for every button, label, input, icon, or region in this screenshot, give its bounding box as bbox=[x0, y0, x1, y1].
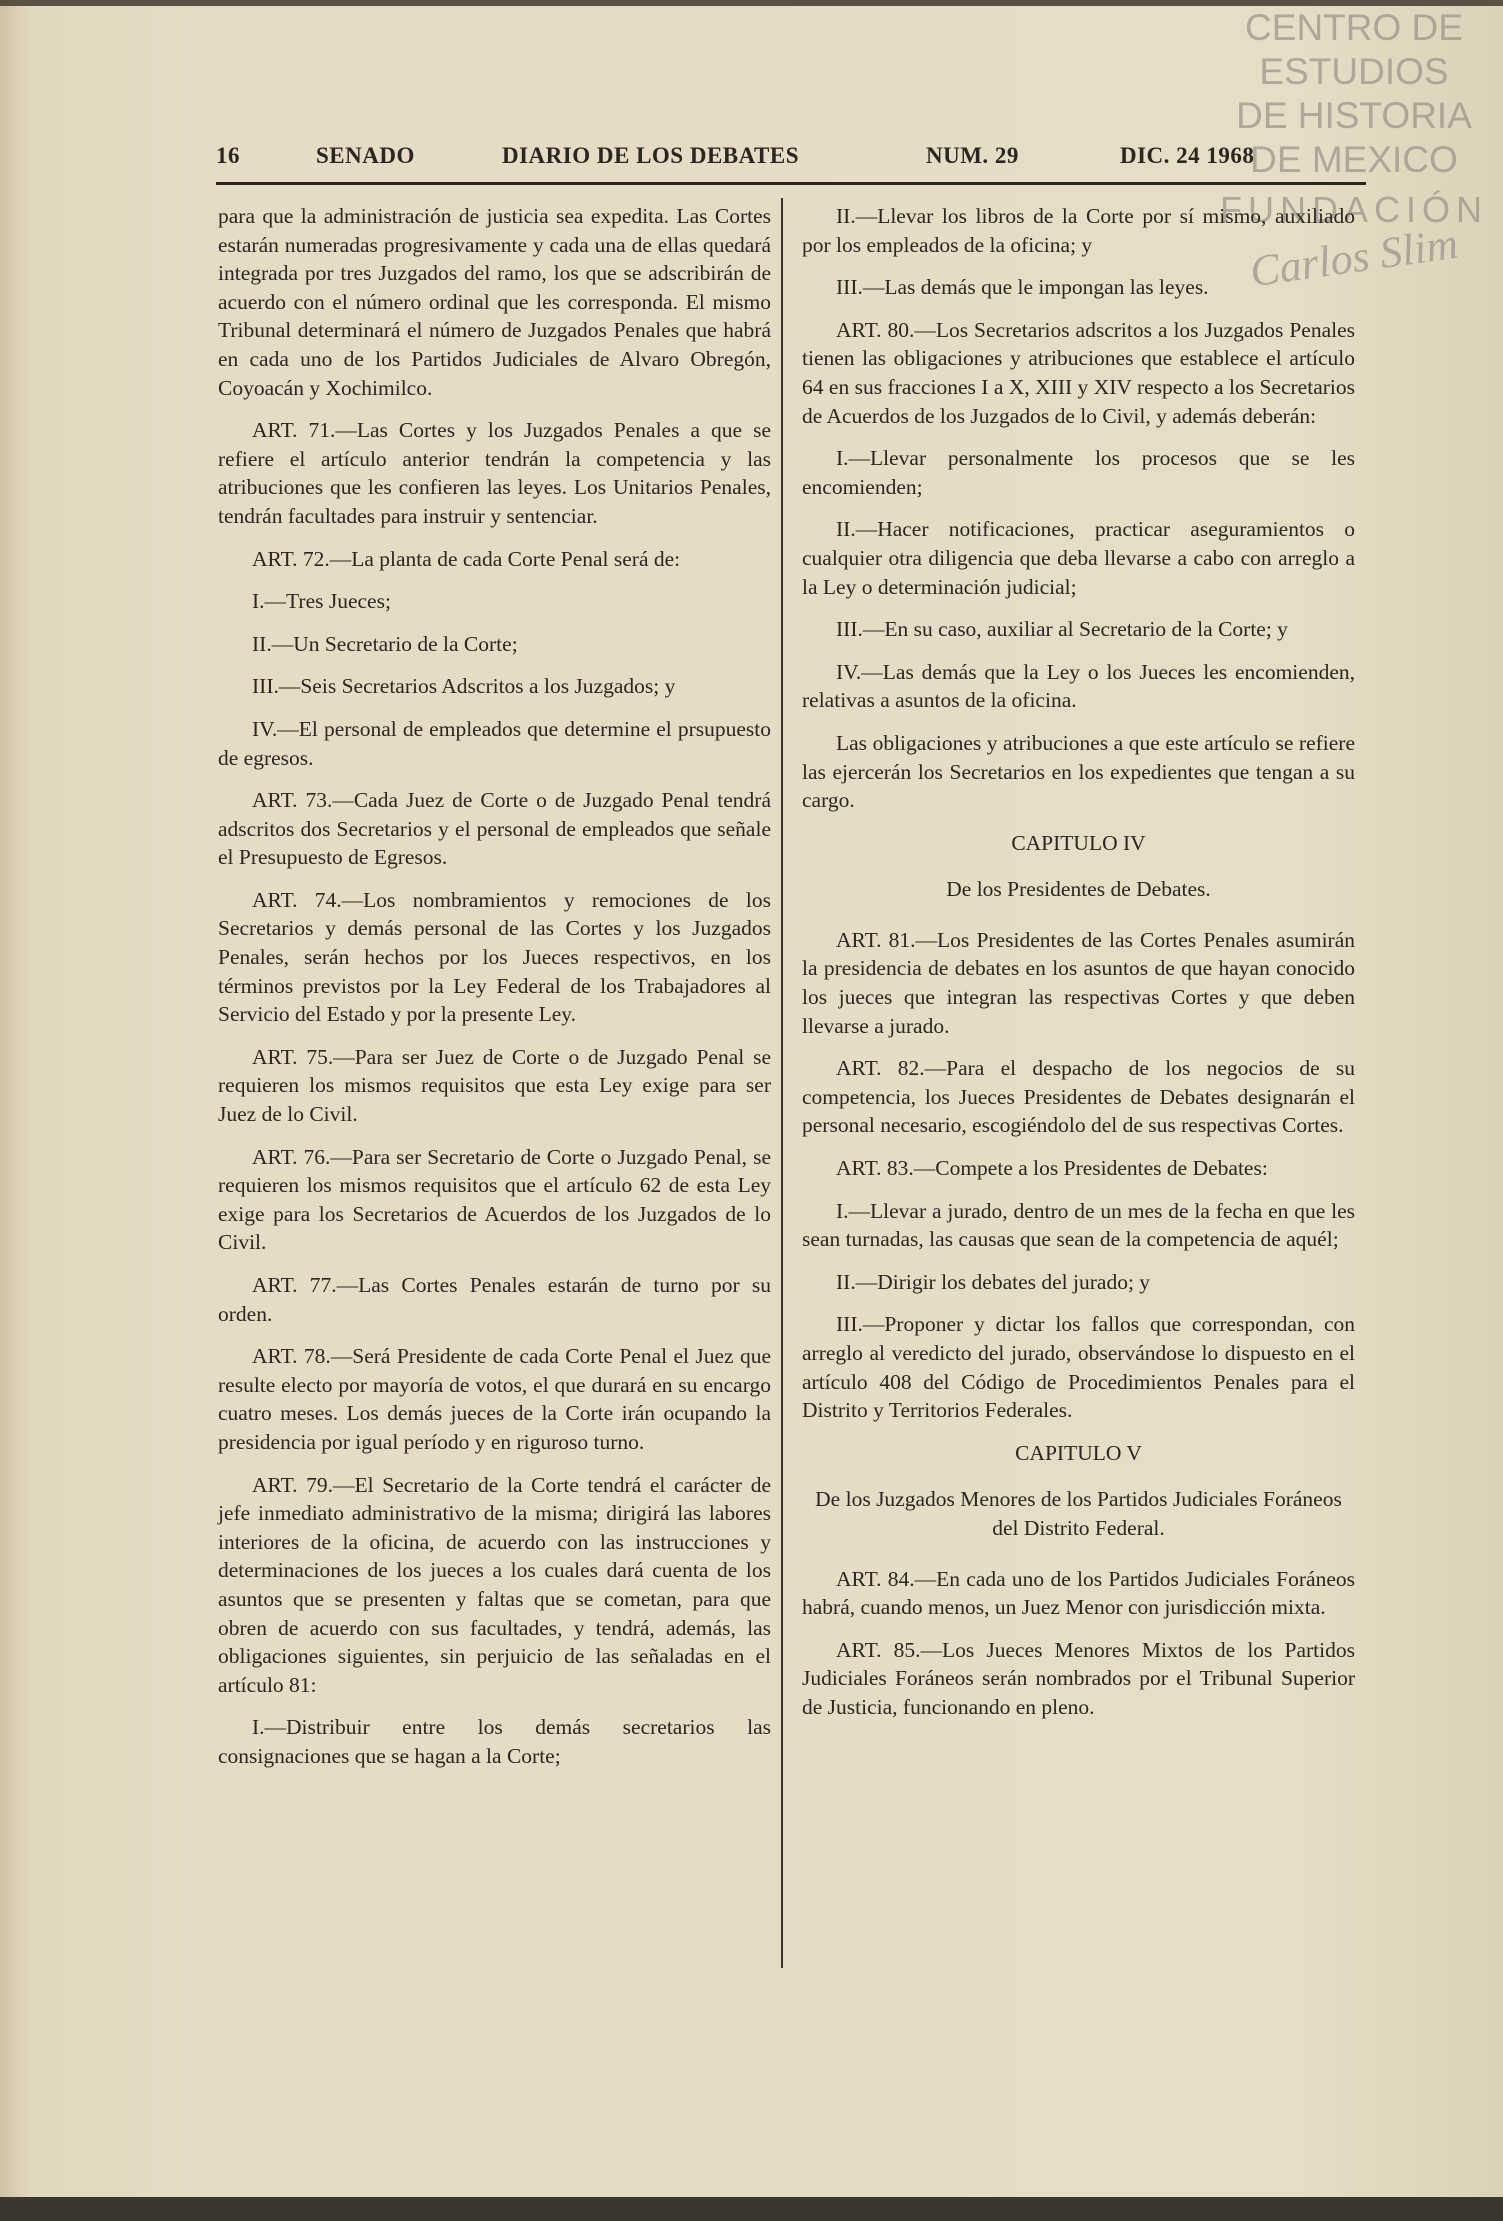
fraction-item: II.—Un Secretario de la Corte; bbox=[252, 631, 518, 656]
header-date: DIC. 24 1968 bbox=[1120, 143, 1255, 168]
article-paragraph: ART. 73.—Cada Juez de Corte o de Juzgado Penal tendrá adscritos dos Secretarios y el personal de empleados que señale el Presupuesto de Egresos. bbox=[218, 788, 771, 870]
header-number: NUM. 29 bbox=[926, 143, 1019, 168]
watermark-line: CENTRO DE bbox=[1245, 7, 1463, 48]
fraction-item: III.—Proponer y dictar los fallos que correspondan, con arreglo al veredicto del jurado, observándose lo dispuesto en el artículo 408 del Código de Procedimientos Penales para el Distrito y Territorios Federales. bbox=[802, 1312, 1355, 1423]
article-paragraph: ART. 76.—Para ser Secretario de Corte o Juzgado Penal, se requieren los mismos requisitos que el artículo 62 de esta Ley exige para los Secretarios de Acuerdos de los Juzgados de lo Civil. bbox=[218, 1144, 771, 1255]
fraction-item: III.—Seis Secretarios Adscritos a los Juzgados; y bbox=[252, 674, 676, 699]
chapter-heading: CAPITULO V bbox=[1015, 1440, 1142, 1465]
fraction-item: II.—Llevar los libros de la Corte por sí mismo, auxiliado por los empleados de la oficina; y bbox=[802, 204, 1355, 257]
running-header bbox=[216, 143, 1366, 173]
fraction-item: II.—Dirigir los debates del jurado; y bbox=[836, 1269, 1151, 1294]
article-paragraph: ART. 81.—Los Presidentes de las Cortes Penales asumirán la presidencia de debates en los asuntos de que hayan conocido los jueces que integran las respectivas Cortes y que deben llevarse a jurado. bbox=[802, 927, 1355, 1038]
chapter-subtitle: De los Juzgados Menores de los Partidos Judiciales Foráneos del Distrito Federal. bbox=[815, 1487, 1342, 1540]
article-paragraph: ART. 77.—Las Cortes Penales estarán de turno por su orden. bbox=[218, 1273, 771, 1326]
fraction-item: III.—En su caso, auxiliar al Secretario de la Corte; y bbox=[836, 617, 1288, 642]
fraction-item: IV.—Las demás que la Ley o los Jueces les encomienden, relativas a asuntos de la oficina. bbox=[802, 659, 1355, 713]
chapter-heading: CAPITULO IV bbox=[1011, 830, 1146, 855]
article-paragraph: ART. 72.—La planta de cada Corte Penal será de: bbox=[252, 546, 681, 571]
article-paragraph: ART. 71.—Las Cortes y los Juzgados Penales a que se refiere el artículo anterior tendrán la competencia y las atribuciones que les confieren las leyes. Los Unitarios Penales, tendrán facultades para instruir y sentenciar. bbox=[218, 418, 771, 528]
article-paragraph: ART. 85.—Los Jueces Menores Mixtos de los Partidos Judiciales Foráneos serán nombrados por el Tribunal Superior de Justicia, funcionando en pleno. bbox=[802, 1637, 1355, 1719]
watermark-line: DE MEXICO bbox=[1250, 139, 1458, 180]
watermark-foundation: FUNDACIÓN bbox=[1220, 189, 1488, 230]
left-column bbox=[218, 202, 771, 1785]
fraction-item: IV.—El personal de empleados que determine el prsupuesto de egresos. bbox=[218, 716, 771, 770]
article-paragraph: ART. 74.—Los nombramientos y remociones de los Secretarios y demás personal de las Cortes y los Juzgados Penales, serán hechos por los Jueces respectivos, en los términos previstos por la Ley Federal de los Trabajadores al Servicio del Estado y por la presente Ley. bbox=[218, 887, 771, 1027]
scan-edge-bottom bbox=[0, 2197, 1503, 2221]
header-publication: DIARIO DE LOS DEBATES bbox=[502, 143, 800, 168]
chapter-subtitle: De los Presidentes de Debates. bbox=[946, 877, 1211, 902]
article-paragraph: ART. 83.—Compete a los Presidentes de Debates: bbox=[836, 1156, 1268, 1181]
paragraph: para que la administración de justicia sea expedita. Las Cortes estarán numeradas progresivamente y cada una de ellas quedará integrada por tres Juzgados del ramo, los que se adscribirán de acuerdo con el número ordinal que les corresponda. El mismo Tribunal determinará el número de Juzgados Penales que habrá en cada uno de los Partidos Judiciales de Alvaro Obregón, Coyoacán y Xochimilco. bbox=[218, 204, 771, 400]
header-rule bbox=[216, 182, 1366, 185]
fraction-item: I.—Llevar a jurado, dentro de un mes de la fecha en que les sean turnadas, las causas que sean de la competencia de aquél; bbox=[802, 1198, 1355, 1252]
fraction-item: I.—Tres Jueces; bbox=[252, 589, 391, 614]
right-column bbox=[802, 202, 1355, 1736]
watermark-signature: Carlos Slim bbox=[1247, 218, 1461, 297]
article-paragraph: ART. 79.—El Secretario de la Corte tendrá el carácter de jefe inmediato administrativo de la misma; dirigirá las labores interiores de la oficina, de acuerdo con las instrucciones y determinaciones de los jueces a los cuales dará cuenta de los asuntos que se presenten y faltas que se cometan, para que obren de acuerdo con sus facultades, y tendrá, además, las obligaciones siguientes, sin perjuicio de las señaladas en el artículo 81: bbox=[218, 1472, 771, 1697]
page-number: 16 bbox=[216, 143, 240, 168]
column-divider bbox=[781, 198, 783, 1968]
watermark-line: DE HISTORIA bbox=[1236, 95, 1472, 136]
fraction-item: I.—Distribuir entre los demás secretarios las consignaciones que se hagan a la Corte; bbox=[218, 1715, 771, 1768]
header-chamber: SENADO bbox=[316, 143, 415, 168]
article-paragraph: ART. 82.—Para el despacho de los negocios de su competencia, los Jueces Presidentes de Debates designarán el personal necesario, escogiéndolo del de sus respectivas Cortes. bbox=[802, 1056, 1355, 1138]
watermark-line: ESTUDIOS bbox=[1259, 51, 1449, 92]
fraction-item: II.—Hacer notificaciones, practicar aseguramientos o cualquier otra diligencia que deba llevarse a cabo con arreglo a la Ley o determinación judicial; bbox=[802, 517, 1355, 599]
article-paragraph: ART. 84.—En cada uno de los Partidos Judiciales Foráneos habrá, cuando menos, un Juez Menor con jurisdicción mixta. bbox=[802, 1566, 1355, 1620]
article-paragraph: ART. 75.—Para ser Juez de Corte o de Juzgado Penal se requieren los mismos requisitos que esta Ley exige para ser Juez de lo Civil. bbox=[218, 1044, 771, 1127]
article-paragraph: ART. 80.—Los Secretarios adscritos a los Juzgados Penales tienen las obligaciones y atribuciones que establece el artículo 64 en sus fracciones I a X, XIII y XIV respecto a los Secretarios de Acuerdos de los Juzgados de lo Civil, y además deberán: bbox=[802, 317, 1355, 428]
article-paragraph: ART. 78.—Será Presidente de cada Corte Penal el Juez que resulte electo por mayoría de votos, el que durará en su encargo cuatro meses. Los demás jueces de la Corte irán ocupando la presidencia por igual período y en riguroso turno. bbox=[218, 1344, 771, 1454]
fraction-item: I.—Llevar personalmente los procesos que se les encomienden; bbox=[802, 446, 1355, 499]
paragraph: Las obligaciones y atribuciones a que este artículo se refiere las ejercerán los Secretarios en los expedientes que tengan a su cargo. bbox=[802, 730, 1355, 813]
fraction-item: III.—Las demás que le impongan las leyes. bbox=[836, 275, 1209, 300]
